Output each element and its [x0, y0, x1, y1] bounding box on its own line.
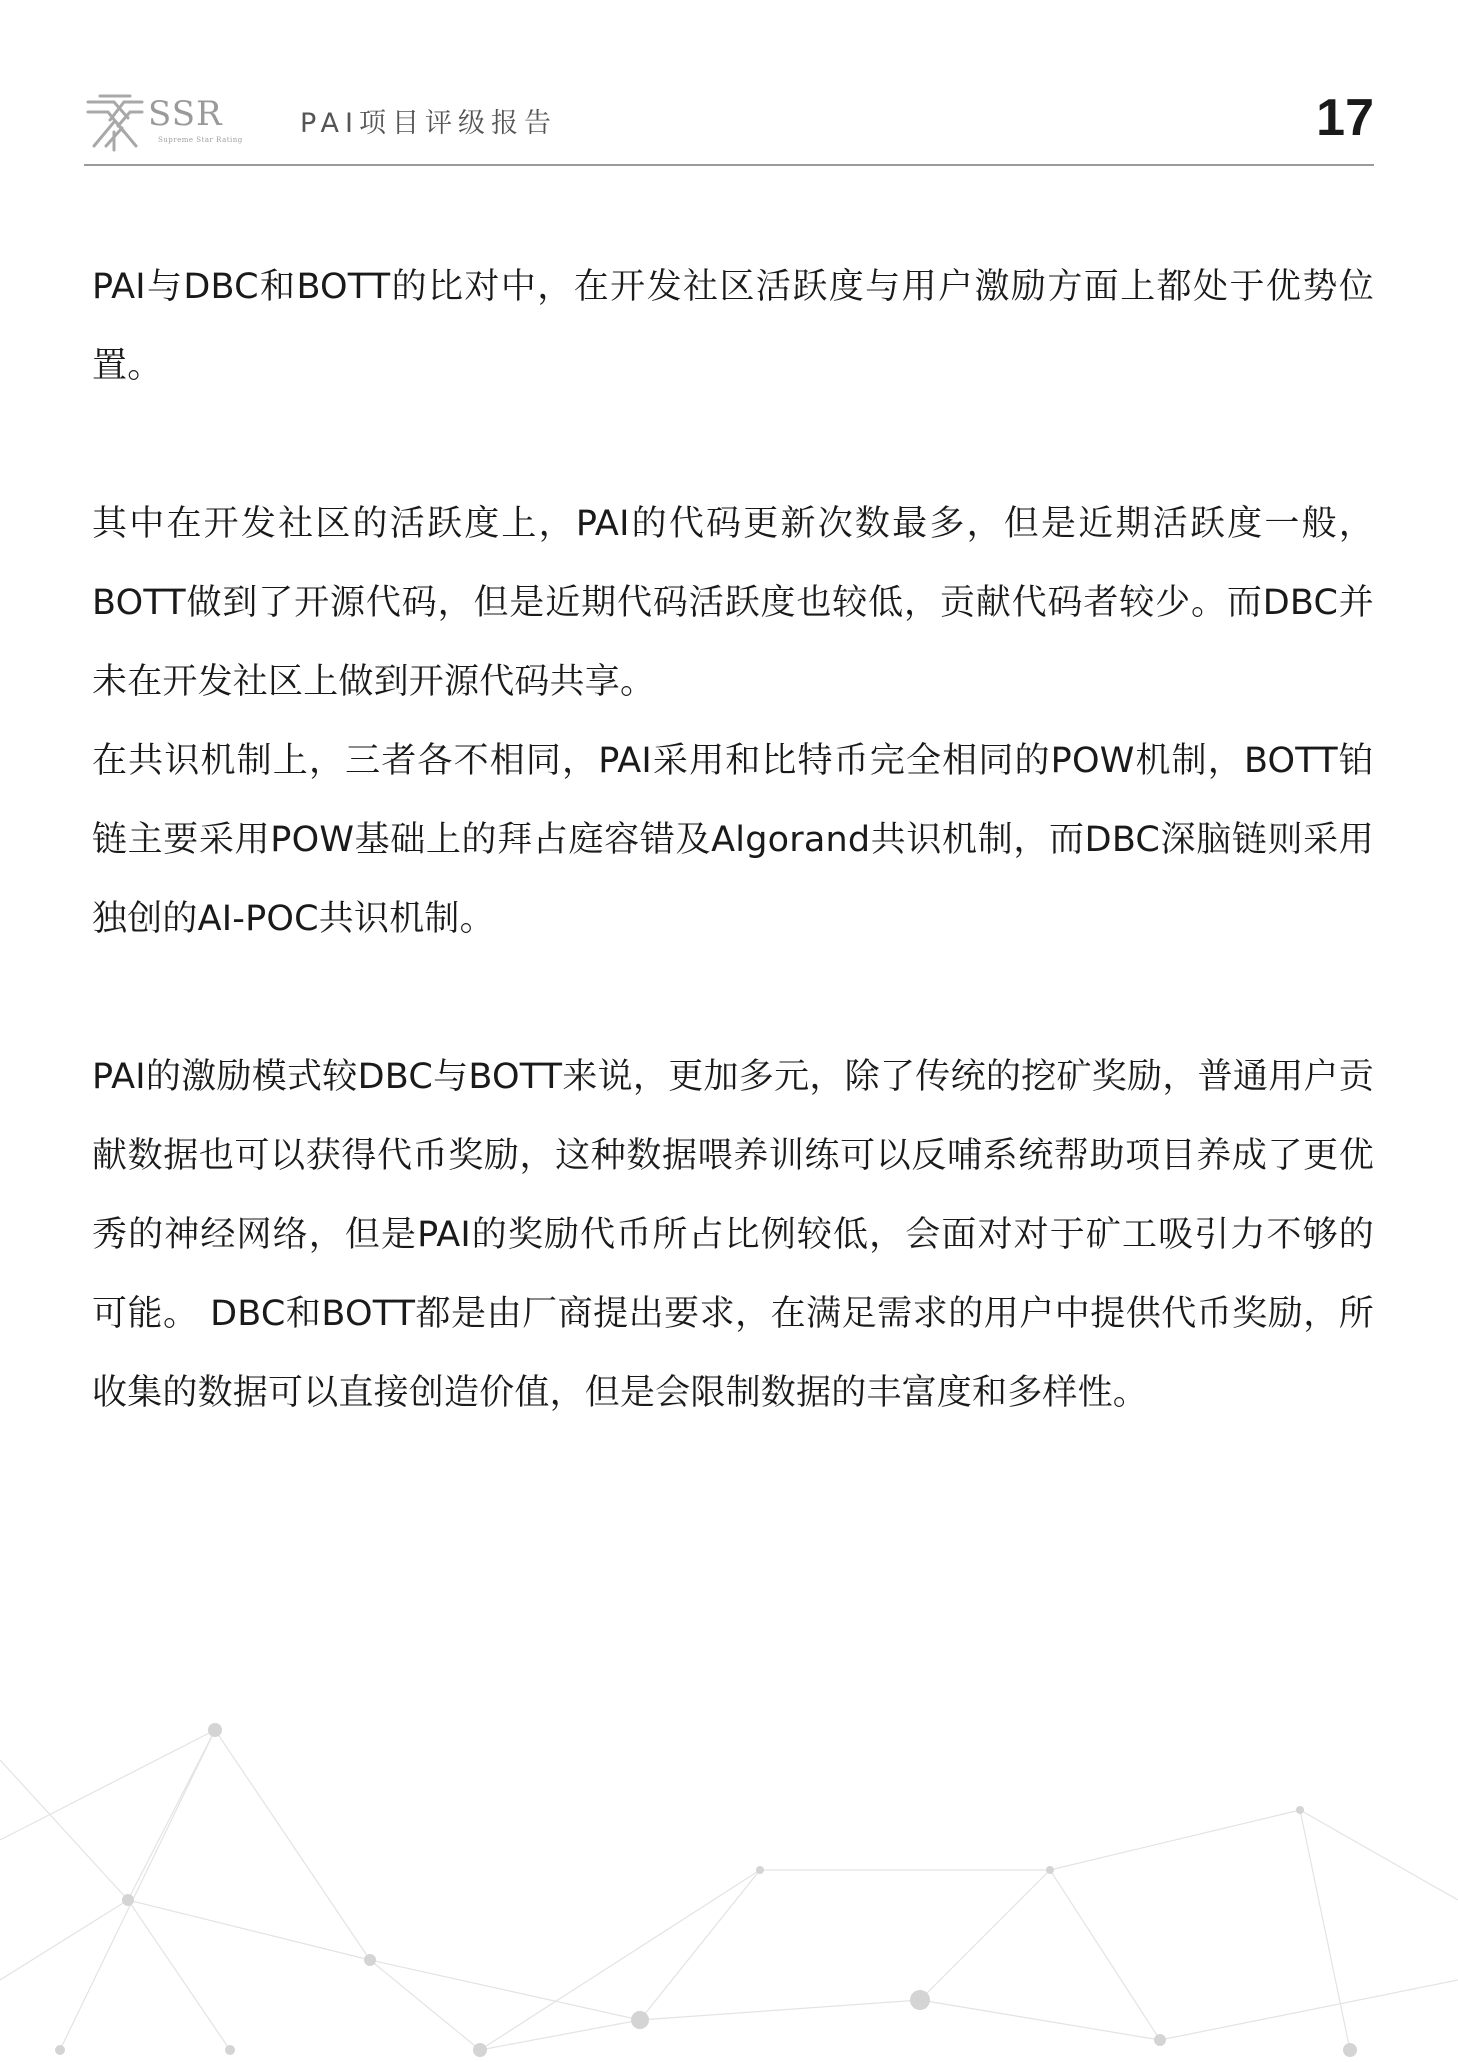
header-divider	[84, 164, 1374, 166]
network-pattern-decoration	[0, 1720, 1458, 2062]
document-body	[92, 248, 1374, 1433]
paragraph-4: PAI的激励模式较DBC与BOTT来说，更加多元，除了传统的挖矿奖励，普通用户贡献数据也可以获得代币奖励，这种数据喂养训练可以反哺系统帮助项目养成了更优秀的神经网络，但是PAI的奖励代币所占比例较低，会面对对于矿工吸引力不够的可能。 DBC和BOTT都是由厂商提出要求，在满足需求的用户中提供代币奖励，所收集的数据可以直接创造价值，但是会限制数据的丰富度和多样性。	[92, 1057, 1374, 1413]
ssr-logo	[84, 92, 264, 156]
ssr-star-logo-icon	[84, 92, 146, 154]
page-number: 17	[1316, 89, 1374, 147]
paragraph-2: 其中在开发社区的活跃度上，PAI的代码更新次数最多，但是近期活跃度一般，BOTT做到了开源代码，但是近期代码活跃度也较低，贡献代码者较少。而DBC并未在开发社区上做到开源代码共享。	[92, 504, 1374, 702]
paragraph-3: 在共识机制上，三者各不相同，PAI采用和比特币完全相同的POW机制，BOTT铂链主要采用POW基础上的拜占庭容错及Algorand共识机制，而DBC深脑链则采用独创的AI-POC共识机制。	[92, 741, 1374, 939]
logo-text: SSR	[148, 94, 223, 134]
page-header	[84, 84, 1374, 164]
logo-subtext: Supreme Star Rating	[158, 136, 243, 144]
paragraph-1: PAI与DBC和BOTT的比对中，在开发社区活跃度与用户激励方面上都处于优势位置。	[92, 267, 1374, 386]
report-title: PAI项目评级报告	[300, 108, 557, 139]
paragraph-spacer	[92, 406, 1374, 485]
paragraph-spacer	[92, 959, 1374, 1038]
